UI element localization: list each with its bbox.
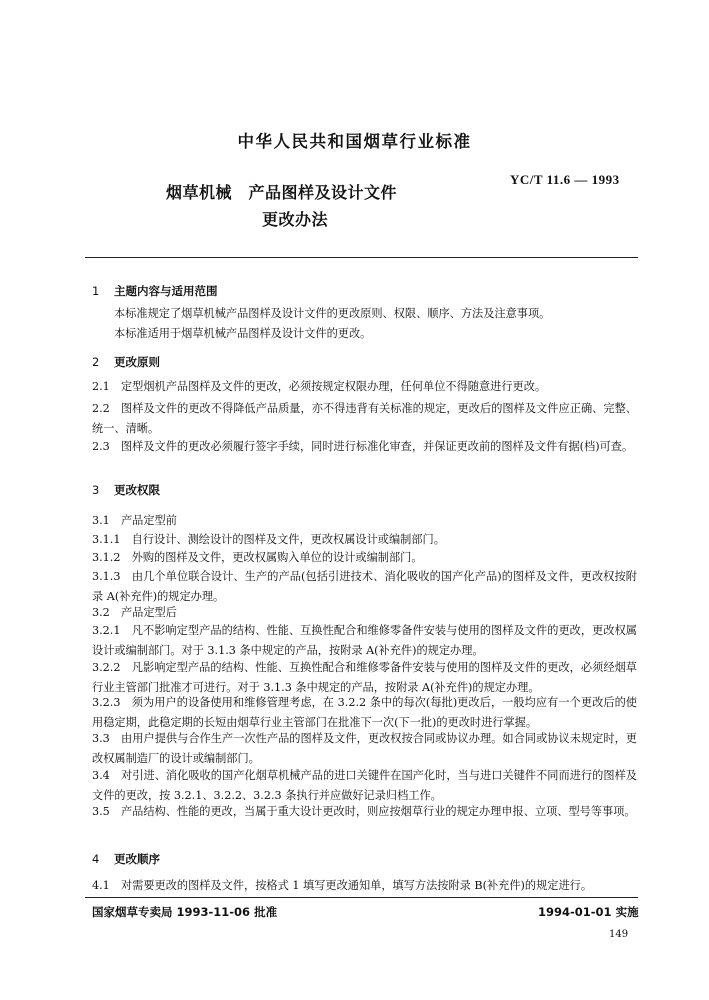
section-title: 主题内容与适用范围 (114, 284, 218, 298)
clause-3-2: 3.2 产品定型后 (92, 606, 177, 619)
clause-3-2-3: 3.2.3 须为用户的设备使用和维修管理考虑，在 3.2.2 条中的每次(每批)更改后，一般均应有一个更改后的使用稳定期，此稳定期的长短由烟草行业主管部门在批准下一次(下一批)的更改时进行掌握。 (92, 696, 637, 729)
section-1-heading (92, 283, 218, 299)
implementation-date: 1994-01-01 实施 (538, 905, 639, 919)
clause-3-4: 3.4 对引进、消化吸收的国产化烟草机械产品的进口关键件在国产化时，当与进口关键件不同而进行的图样及文件的更改，按 3.2.1、3.2.2、3.2.3 条执行并应做好记录归档工作。 (92, 769, 637, 802)
section-2-heading (92, 354, 160, 370)
section-number: 4 (92, 852, 100, 866)
clause-3-1-2: 3.1.2 外购的图样及文件，更改权属购入单位的设计或编制部门。 (92, 551, 423, 564)
clause-3-1-3: 3.1.3 由几个单位联合设计、生产的产品(包括引进技术、消化吸收的国产化产品)的图样及文件，更改权按附录 A(补充件)的规定办理。 (92, 570, 637, 603)
publication-header: 中华人民共和国烟草行业标准 (237, 132, 472, 151)
footer-rule (85, 897, 638, 898)
clause-3-2-1: 3.2.1 凡不影响定型产品的结构、性能、互换性配合和维修零备件安装与使用的图样及文件的更改，更改权属设计或编制部门。对于 3.1.3 条中规定的产品，按附录 A(补充件)的规定办理。 (92, 624, 637, 657)
clause-3-2-2: 3.2.2 凡影响定型产品的结构、性能、互换性配合和维修零备件安装与使用的图样及文件的更改，必须经烟草行业主管部门批准才可进行。对于 3.1.3 条中规定的产品，按附录 A(补充件)的规定办理。 (92, 661, 637, 694)
section-number: 2 (92, 355, 100, 369)
clause-2-3: 2.3 图样及文件的更改必须履行签字手续，同时进行标准化审查，并保证更改前的图样及文件有据(档)可查。 (92, 440, 634, 453)
section-number: 3 (92, 483, 100, 497)
paragraph: 本标准适用于烟草机械产品图样及设计文件的更改。 (114, 327, 372, 340)
document-title-line1: 烟草机械 产品图样及设计文件 (166, 183, 398, 202)
standard-code: YC/T 11.6 — 1993 (510, 172, 620, 187)
clause-2-2: 2.2 图样及文件的更改不得降低产品质量，亦不得违背有关标准的规定，更改后的图样及文件应正确、完整、统一、清晰。 (92, 402, 637, 435)
section-4-heading (92, 851, 160, 867)
clause-3-5: 3.5 产品结构、性能的更改，当属于重大设计更改时，则应按烟草行业的规定办理申报、立项、型号等事项。 (92, 805, 636, 818)
clause-3-3: 3.3 由用户提供与合作生产一次性产品的图样及文件，更改权按合同或协议办理。如合同或协议未规定时，更改权属制造厂的设计或编制部门。 (92, 732, 637, 765)
section-title: 更改原则 (114, 355, 160, 369)
clause-3-1-1: 3.1.1 自行设计、测绘设计的图样及文件，更改权属设计或编制部门。 (92, 533, 445, 546)
approval-line: 国家烟草专卖局 1993-11-06 批准 (92, 905, 278, 919)
clause-2-1: 2.1 定型烟机产品图样及文件的更改，必须按规定权限办理，任何单位不得随意进行更改。 (92, 380, 547, 393)
header-rule (85, 257, 638, 258)
clause-3-1: 3.1 产品定型前 (92, 514, 177, 527)
section-3-heading (92, 482, 160, 498)
section-title: 更改顺序 (114, 852, 160, 866)
page-number: 149 (609, 929, 629, 940)
document-title-line2: 更改办法 (262, 210, 329, 229)
section-title: 更改权限 (114, 483, 160, 497)
clause-4-1: 4.1 对需要更改的图样及文件，按格式 1 填写更改通知单，填写方法按附录 B(补充件)的规定进行。 (92, 879, 593, 892)
paragraph: 本标准规定了烟草机械产品图样及设计文件的更改原则、权限、顺序、方法及注意事项。 (114, 307, 551, 320)
section-number: 1 (92, 284, 100, 298)
